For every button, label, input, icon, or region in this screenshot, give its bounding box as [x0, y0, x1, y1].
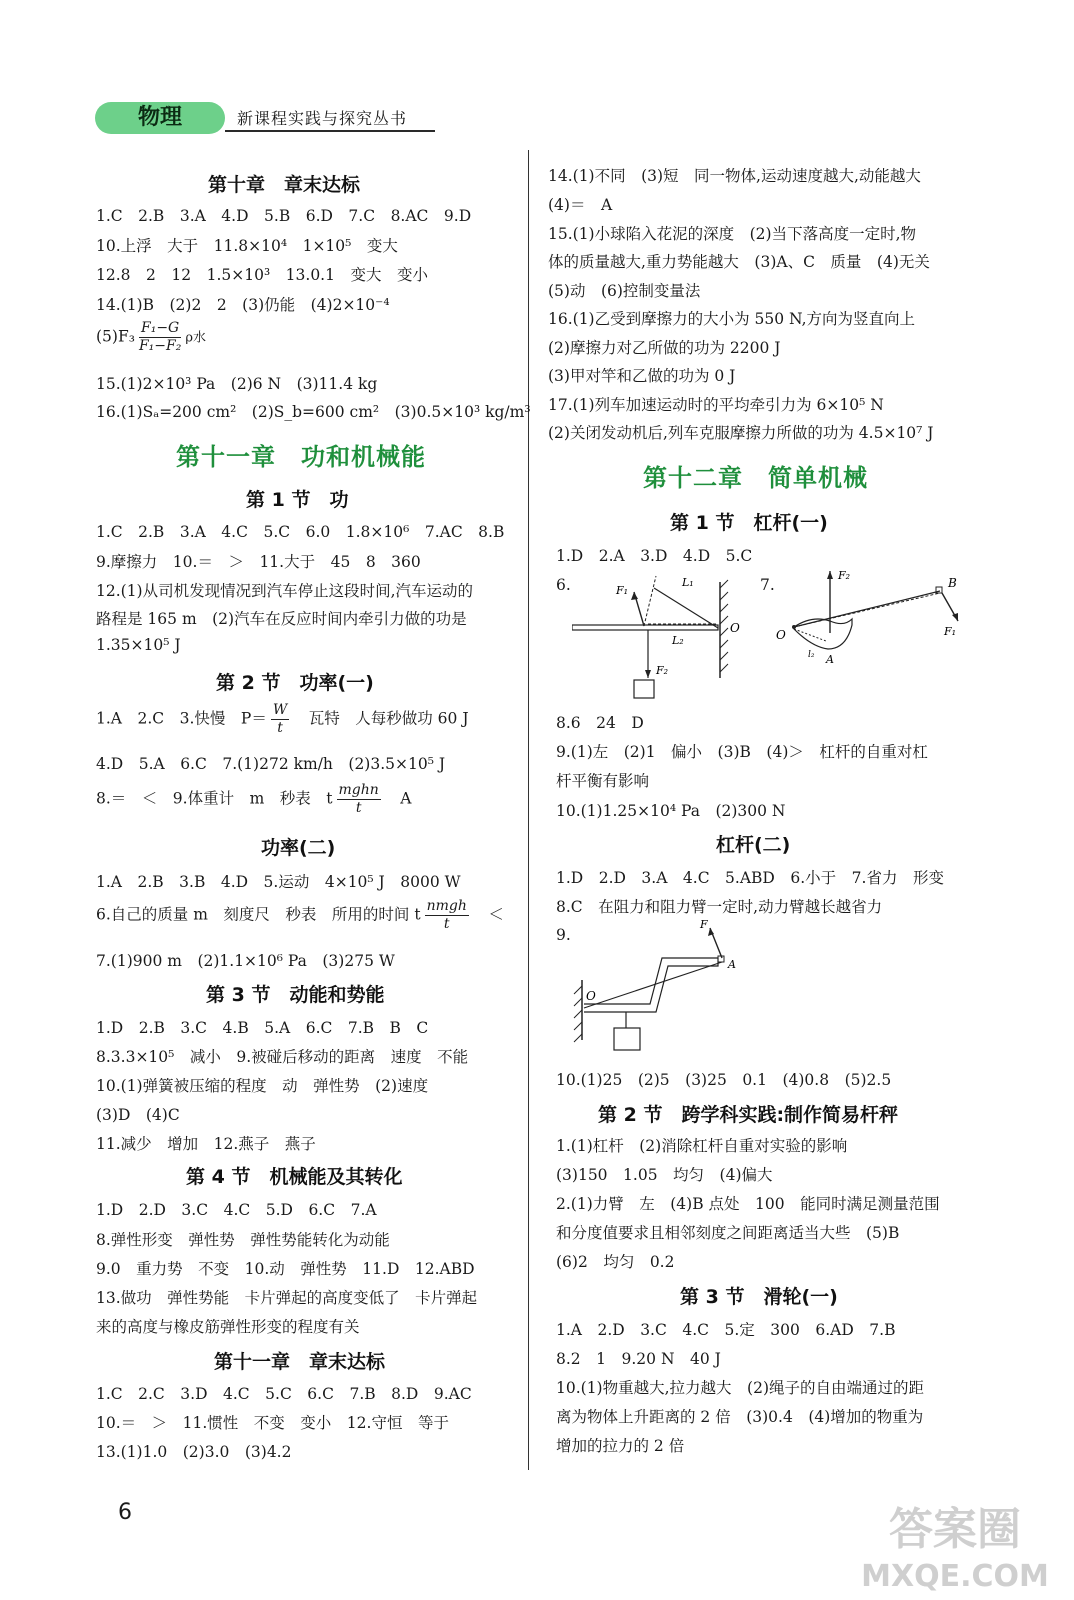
fraction-denominator: t	[277, 720, 283, 736]
question-number: 9.	[556, 926, 571, 944]
answer-line: 8.6 24 D	[556, 714, 644, 732]
fraction-denominator: t	[355, 800, 362, 816]
answer-line: 8.C 在阻力和阻力臂一定时,动力臂越长越省力	[556, 898, 883, 916]
answer-line: 1.A 2.D 3.C 4.C 5.定 300 6.AD 7.B	[556, 1321, 896, 1339]
answer-line: 17.(1)列车加速运动时的平均牵引力为 6×10⁵ N	[548, 396, 884, 414]
section-title: 功率(二)	[261, 837, 336, 859]
answer-line: 杆平衡有影响	[556, 772, 650, 790]
answer-line: 10.＝ ＞ 11.惯性 不变 变小 12.守恒 等于	[96, 1414, 449, 1432]
lever-bar	[572, 625, 718, 630]
label: B	[948, 576, 957, 590]
label: A	[728, 958, 736, 971]
answer-line: 15.(1)小球陷入花泥的深度 (2)当下落高度一定时,物	[548, 225, 916, 243]
answer-line-formula	[96, 320, 206, 355]
wall-hatching	[720, 580, 728, 672]
label: L₂	[672, 634, 684, 647]
answer-line: 1.(1)杠杆 (2)消除杠杆自重对实验的影响	[556, 1137, 848, 1155]
answer-line: 12.(1)从司机发现情况到汽车停止这段时间,汽车运动的	[96, 582, 474, 600]
answer-line: 来的高度与橡皮筋弹性形变的程度有关	[96, 1318, 360, 1336]
answer-line: 路程是 165 m (2)汽车在反应时间内牵引力做的功是	[96, 610, 467, 628]
answer-line: (3)甲对竿和乙做的功为 0 J	[548, 367, 736, 385]
chapter-11-title: 第十一章 功和机械能	[176, 443, 426, 471]
pivot-point	[792, 625, 796, 629]
answer-line: 10.(1)1.25×10⁴ Pa (2)300 N	[556, 802, 786, 820]
label: F	[700, 920, 708, 931]
answer-line: 8.2 1 9.20 N 40 J	[556, 1350, 721, 1368]
weight-box	[614, 1028, 640, 1050]
label: F₁	[944, 625, 957, 638]
arrowhead	[631, 592, 638, 600]
watermark-logo	[855, 1490, 1055, 1600]
question-number: 6.	[556, 576, 571, 594]
answer-line: 10.(1)物重越大,拉力越大 (2)绳子的自由端通过的距	[556, 1379, 924, 1397]
formula-suffix: 瓦特 人每秒做功 60 J	[293, 709, 469, 728]
arrowhead	[827, 571, 833, 579]
formula-prefix: 6.自己的质量 m 刻度尺 秒表 所用的时间 t	[96, 905, 421, 924]
page-header	[95, 100, 435, 134]
fraction-denominator: F₁−F₂	[138, 338, 182, 354]
header-rule	[225, 130, 435, 132]
weight-box	[634, 680, 654, 698]
label: L₁	[682, 576, 694, 589]
answer-line: 2.(1)力臂 左 (4)B 点处 100 能同时满足测量范围	[556, 1195, 940, 1213]
answer-line: 13.做功 弹性势能 卡片弹起的高度变低了 卡片弹起	[96, 1289, 478, 1307]
label: O	[776, 628, 786, 642]
answer-line: 10.上浮 大于 11.8×10⁴ 1×10⁵ 变大	[96, 237, 398, 255]
column-divider	[528, 150, 529, 1470]
answer-line: 16.(1)Sₐ=200 cm² (2)S_b=600 cm² (3)0.5×10³ kg/m³	[96, 403, 531, 421]
answer-line-formula	[96, 782, 412, 817]
ch10-summary-title: 第十章 章末达标	[208, 174, 361, 196]
section-title: 第 1 节 杠杆(一)	[670, 512, 828, 534]
formula-suffix: A	[384, 789, 412, 808]
answer-line: 7.(1)900 m (2)1.1×10⁶ Pa (3)275 W	[96, 952, 395, 970]
answer-line: 9.摩擦力 10.＝ ＞ 11.大于 45 8 360	[96, 553, 421, 571]
answer-line: 8.3.3×10⁵ 减小 9.被碰后移动的距离 速度 不能	[96, 1048, 469, 1066]
answer-line: 1.D 2.D 3.C 4.C 5.D 6.C 7.A	[96, 1201, 377, 1219]
arm-dashed	[794, 593, 940, 627]
fraction	[337, 782, 381, 817]
section-title: 第 2 节 功率(一)	[216, 672, 374, 694]
arrowhead	[952, 613, 958, 621]
label: F₂	[838, 569, 851, 582]
answer-line: (3)150 1.05 均匀 (4)偏大	[556, 1166, 773, 1184]
fraction	[271, 702, 289, 737]
lever-diagram-6	[572, 568, 772, 708]
formula-suffix: ρ水	[185, 330, 206, 346]
section-title: 第 3 节 滑轮(一)	[680, 1286, 838, 1308]
answer-line-formula	[96, 702, 469, 737]
section-title: 第 2 节 跨学科实践:制作简易杆秤	[598, 1104, 899, 1126]
answer-line: 4.D 5.A 6.C 7.(1)272 km/h (2)3.5×10⁵ J	[96, 755, 446, 773]
answer-line: 10.(1)弹簧被压缩的程度 动 弹性势 (2)速度	[96, 1077, 429, 1095]
answer-line: 1.C 2.B 3.A 4.D 5.B 6.D 7.C 8.AC 9.D	[96, 207, 472, 225]
answer-line: 9.0 重力势 不变 10.动 弹性势 11.D 12.ABD	[96, 1260, 475, 1278]
label: F₂	[656, 664, 669, 677]
fraction-numerator: F₁−G	[139, 320, 181, 338]
watermark-top: 答案圈	[889, 1504, 1021, 1555]
answer-line: (6)2 均匀 0.2	[556, 1253, 675, 1271]
fraction	[139, 320, 181, 355]
section-title: 第 4 节 机械能及其转化	[186, 1166, 403, 1188]
answer-line: (5)动 (6)控制变量法	[548, 282, 701, 300]
answer-line: 1.C 2.B 3.A 4.C 5.C 6.0 1.8×10⁶ 7.AC 8.B	[96, 523, 505, 541]
fraction	[425, 898, 469, 933]
formula-prefix: (5)F₃	[96, 327, 135, 346]
answer-line: 体的质量越大,重力势能越大 (3)A、C 质量 (4)无关	[548, 253, 930, 271]
question-number: 7.	[760, 576, 775, 594]
answer-line: 1.D 2.D 3.A 4.C 5.ABD 6.小于 7.省力 形变	[556, 869, 944, 887]
lever-diagram-9	[572, 920, 772, 1060]
chapter-12-title: 第十二章 简单机械	[643, 464, 868, 492]
arm-line	[584, 962, 722, 1008]
label: O	[730, 621, 740, 635]
answer-line: 8.弹性形变 弹性势 弹性势能转化为动能	[96, 1231, 390, 1249]
wall-hatching	[574, 986, 582, 1042]
subject-badge: 物理	[95, 102, 225, 134]
section-title: 第 1 节 功	[246, 489, 349, 511]
answer-line: 12.8 2 12 1.5×10³ 13.0.1 变大 变小	[96, 266, 428, 284]
answer-line: 1.35×10⁵ J	[96, 636, 181, 654]
answer-line: 10.(1)25 (2)5 (3)25 0.1 (4)0.8 (5)2.5	[556, 1071, 892, 1089]
arrowhead	[645, 670, 651, 678]
answer-line: 离为物体上升距离的 2 倍 (3)0.4 (4)增加的物重为	[556, 1408, 924, 1426]
formula-prefix: 8.＝ ＜ 9.体重计 m 秒表 t	[96, 789, 333, 808]
fraction-numerator: W	[272, 702, 288, 718]
answer-line: 15.(1)2×10³ Pa (2)6 N (3)11.4 kg	[96, 375, 378, 393]
label: A	[826, 653, 834, 666]
answer-line: 9.(1)左 (2)1 偏小 (3)B (4)＞ 杠杆的自重对杠	[556, 743, 928, 761]
answer-line: 14.(1)B (2)2 2 (3)仍能 (4)2×10⁻⁴	[96, 296, 390, 314]
watermark-bottom: MXQE.COM	[861, 1559, 1049, 1594]
label: F₁	[616, 584, 629, 597]
fraction-denominator: t	[443, 916, 450, 932]
answer-line: 14.(1)不同 (3)短 同一物体,运动速度越大,动能越大	[548, 167, 921, 185]
formula-suffix: ＜	[472, 905, 504, 924]
rope-line	[654, 588, 718, 628]
answer-line: (3)D (4)C	[96, 1106, 180, 1124]
section-title: 杠杆(二)	[716, 834, 791, 856]
line-of-action	[644, 576, 656, 626]
answer-line: 增加的拉力的 2 倍	[556, 1437, 685, 1455]
answer-line: (4)＝ A	[548, 196, 613, 214]
answer-line: 16.(1)乙受到摩擦力的大小为 550 N,方向为竖直向上	[548, 310, 916, 328]
answer-line: (2)摩擦力对乙所做的功为 2200 J	[548, 339, 781, 357]
lever-bent-bar	[584, 958, 718, 1012]
answer-line-formula	[96, 898, 504, 933]
lever-diagram-7	[772, 563, 982, 673]
answer-line: (2)关闭发动机后,列车克服摩擦力所做的功为 4.5×10⁷ J	[548, 424, 934, 442]
label: O	[586, 989, 596, 1003]
fraction-numerator: nmgh	[426, 898, 467, 914]
answer-line: 1.C 2.C 3.D 4.C 5.C 6.C 7.B 8.D 9.AC	[96, 1385, 472, 1403]
formula-prefix: 1.A 2.C 3.快慢 P＝	[96, 709, 267, 728]
label: l₂	[808, 650, 815, 660]
fraction-numerator: mghn	[338, 782, 379, 798]
section-title: 第 3 节 动能和势能	[206, 984, 385, 1006]
answer-line: 11.减少 增加 12.燕子 燕子	[96, 1135, 316, 1153]
answer-line: 13.(1)1.0 (2)3.0 (3)4.2	[96, 1443, 292, 1461]
answer-line: 和分度值要求且相邻刻度之间距离适当大些 (5)B	[556, 1224, 900, 1242]
answer-line: 1.A 2.B 3.B 4.D 5.运动 4×10⁵ J 8000 W	[96, 873, 461, 891]
answer-line: 1.D 2.B 3.C 4.B 5.A 6.C 7.B B C	[96, 1019, 429, 1037]
series-title: 新课程实践与探究丛书	[237, 109, 408, 128]
lever-body	[794, 619, 852, 649]
arm-dashed-l2	[794, 629, 826, 641]
page-number: 6	[118, 1500, 132, 1525]
answer-line: 1.D 2.A 3.D 4.D 5.C	[556, 547, 753, 565]
ch11-summary-title: 第十一章 章末达标	[214, 1351, 386, 1373]
